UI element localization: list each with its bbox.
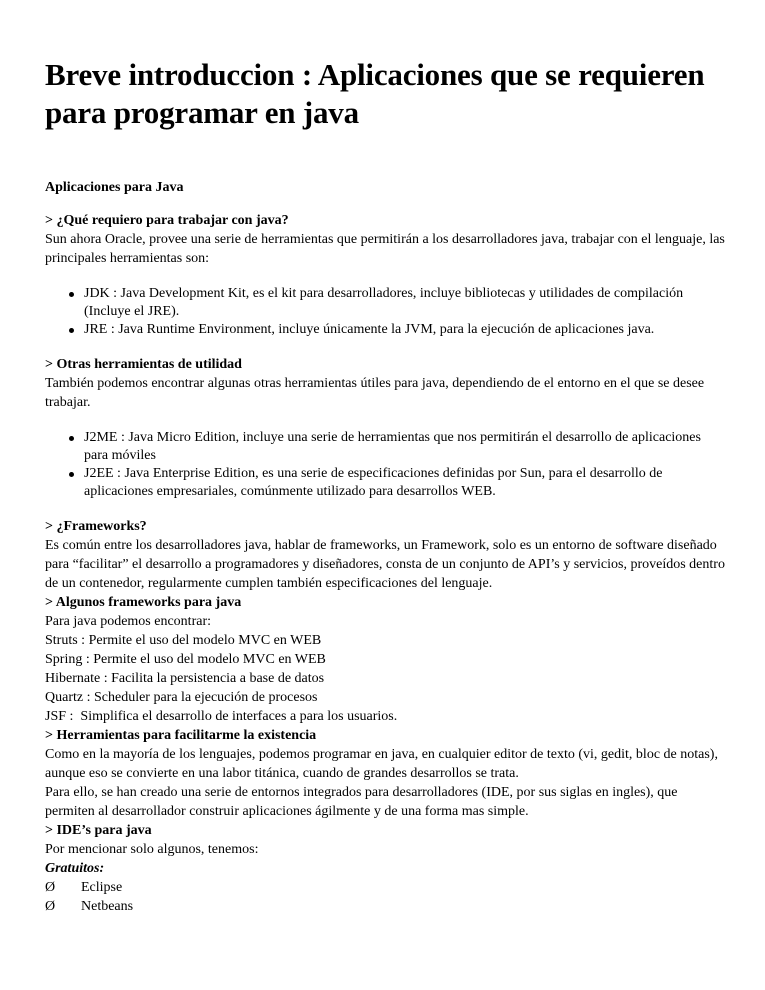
framework-line: Quartz : Scheduler para la ejecución de procesos xyxy=(45,690,318,705)
list-item: J2ME : Java Micro Edition, incluye una serie de herramientas que nos permitirán el desarrollo de aplicaciones para móviles xyxy=(84,429,725,465)
section-frameworks xyxy=(45,517,725,593)
document-page xyxy=(45,56,725,916)
list-item: JDK : Java Development Kit, es el kit para desarrolladores, incluye bibliotecas y utilidades de compilación (Incluye el JRE). xyxy=(84,285,725,321)
section-heading-ides: > IDE’s para java xyxy=(45,823,152,838)
section-tools-existence xyxy=(45,726,725,821)
ides-intro: Por mencionar solo algunos, tenemos: xyxy=(45,842,259,857)
bullet-list-requirements xyxy=(45,285,725,339)
arrow-bullet-icon: Ø xyxy=(45,880,56,895)
section-other-tools xyxy=(45,355,725,501)
bullet-icon xyxy=(69,292,74,297)
bullet-icon xyxy=(69,328,74,333)
list-item: J2EE : Java Enterprise Edition, es una serie de especificaciones definidas por Sun, para el desarrollo de aplicaciones empresariales, comúnmente utilizado para desarrollos WEB. xyxy=(84,465,725,501)
list-item: Ø Eclipse xyxy=(45,880,123,895)
framework-line: Hibernate : Facilita la persistencia a base de datos xyxy=(45,671,325,686)
section-heading-java-frameworks: > Algunos frameworks para java xyxy=(45,595,242,610)
free-label: Gratuitos: xyxy=(45,861,105,876)
section-heading-tools-existence: > Herramientas para facilitarme la existencia xyxy=(45,728,317,743)
section-heading-requirements: > ¿Qué requiero para trabajar con java? xyxy=(45,213,289,228)
bullet-icon xyxy=(69,436,74,441)
paragraph-frameworks: Es común entre los desarrolladores java, hablar de frameworks, un Framework, solo es un entorno de software diseñado para “facilitar” el desarrollo a programadores y diseñadores, consta de un conjunto de API’s y servicios, proveídos dentro de un contenedor, regularmente cumplen también especificaciones del lenguaje. xyxy=(45,538,725,591)
section-heading-frameworks: > ¿Frameworks? xyxy=(45,519,147,534)
bullet-list-other-tools xyxy=(45,429,725,501)
section-subtitle: Aplicaciones para Java xyxy=(45,180,184,195)
bullet-icon xyxy=(69,472,74,477)
framework-line: Spring : Permite el uso del modelo MVC en WEB xyxy=(45,652,326,667)
arrow-bullet-icon: Ø xyxy=(45,899,56,914)
framework-line: JSF : Simplifica el desarrollo de interfaces a para los usuarios. xyxy=(45,709,398,724)
paragraph-editors: Como en la mayoría de los lenguajes, podemos programar en java, en cualquier editor de texto (vi, gedit, bloc de notas), aunque eso se convierte en una labor titánica, cuando de grandes desarrollos se trata. xyxy=(45,747,718,781)
paragraph-requirements: Sun ahora Oracle, provee una serie de herramientas que permitirán a los desarrolladores java, trabajar con el lenguaje, las principales herramientas son: xyxy=(45,232,725,266)
framework-line: Struts : Permite el uso del modelo MVC en WEB xyxy=(45,633,322,648)
section-ides xyxy=(45,821,725,916)
list-item: Ø Netbeans xyxy=(45,899,134,914)
section-heading-other-tools: > Otras herramientas de utilidad xyxy=(45,357,242,372)
section-java-frameworks xyxy=(45,593,725,726)
frameworks-intro: Para java podemos encontrar: xyxy=(45,614,211,629)
section-requirements xyxy=(45,211,725,339)
paragraph-other-tools: También podemos encontrar algunas otras herramientas útiles para java, dependiendo de el entorno en el que se desee trabajar. xyxy=(45,376,705,410)
page-title: Breve introduccion : Aplicaciones que se requieren para programar en java xyxy=(45,57,705,130)
list-item: JRE : Java Runtime Environment, incluye únicamente la JVM, para la ejecución de aplicaciones java. xyxy=(84,321,725,339)
paragraph-ide: Para ello, se han creado una serie de entornos integrados para desarrolladores (IDE, por sus siglas en ingles), que permiten al desarrollador construir aplicaciones ágilmente y de una forma mas simple. xyxy=(45,785,678,819)
